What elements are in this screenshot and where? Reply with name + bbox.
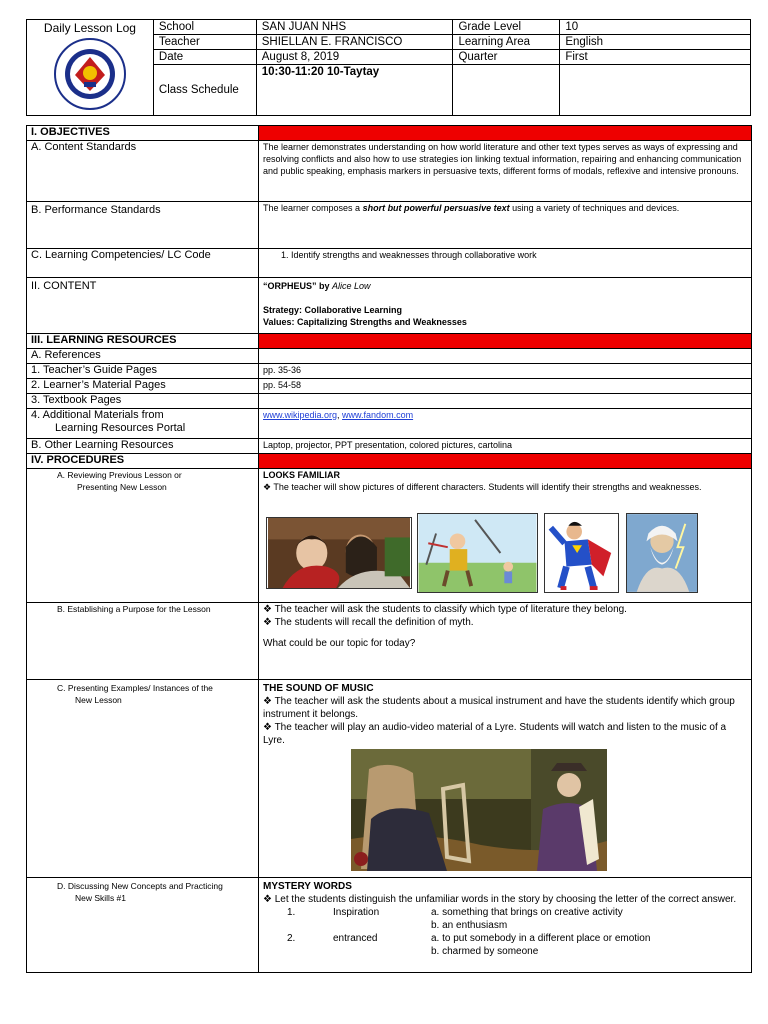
vocab-item-2-num: 2. — [287, 933, 296, 944]
grade-label: Grade Level — [453, 20, 560, 35]
procedure-c-label-line2: New Lesson — [75, 695, 122, 705]
vocab-item-2-choice-b: b. charmed by someone — [431, 946, 539, 957]
procedure-d-label — [27, 878, 259, 973]
procedure-a-label-line2: Presenting New Lesson — [77, 482, 167, 492]
performance-standards-text — [259, 202, 752, 249]
quarter-label: Quarter — [453, 50, 560, 65]
vocab-item-1 — [263, 906, 747, 919]
content-cell — [259, 278, 752, 334]
schedule-label: Class Schedule — [153, 65, 256, 116]
content-standards-text: The learner demonstrates understanding on how world literature and other text types serves as ways of expressing and resolving conflicts and also how to use strategies ion linking textual information, repairing and enhancing communication and public speaking, emphasis markers in persuasive texts, different forms of modals, reflexive and intensive pronouns. — [259, 141, 752, 202]
textbook-pages-value — [259, 394, 752, 409]
vocab-item-1-word: Inspiration — [333, 907, 380, 918]
performance-standards-label: B. Performance Standards — [27, 202, 259, 249]
resources-heading: III. LEARNING RESOURCES — [27, 334, 259, 349]
other-resources-value: Laptop, projector, PPT presentation, colored pictures, cartolina — [259, 439, 752, 454]
procedure-d-text: ❖ Let the students distinguish the unfamiliar words in the story by choosing the letter of the correct answer. — [263, 894, 737, 905]
lyre-players-video-image — [351, 749, 607, 871]
procedure-d-title: MYSTERY WORDS — [263, 881, 352, 892]
lm-pages-value: pp. 54-58 — [259, 379, 752, 394]
procedure-a-text: ❖ The teacher will show pictures of different characters. Students will identify their strengths and weaknesses. — [263, 482, 702, 492]
resources-red-bar — [259, 334, 752, 349]
procedure-b-question: What could be our topic for today? — [263, 638, 416, 649]
content-strategy: Strategy: Collaborative Learning — [263, 305, 403, 315]
vocab-item-1-b-row — [263, 919, 747, 932]
lesson-table — [26, 125, 752, 973]
references-label: A. References — [27, 349, 259, 364]
empty-label-cell — [453, 65, 560, 116]
lm-pages-label: 2. Learner’s Material Pages — [27, 379, 259, 394]
romance-painting-image — [266, 517, 412, 589]
vocab-item-2-b-row — [263, 945, 747, 958]
additional-label-line2: Learning Resources Portal — [55, 422, 186, 434]
teacher-value: SHIELLAN E. FRANCISCO — [256, 35, 453, 50]
grade-value: 10 — [560, 20, 751, 35]
procedure-b-label: B. Establishing a Purpose for the Lesson — [27, 603, 259, 680]
area-value: English — [560, 35, 751, 50]
content-standards-label: A. Content Standards — [27, 141, 259, 202]
procedure-c-label-line1: C. Presenting Examples/ Instances of the — [57, 683, 213, 693]
area-label: Learning Area — [453, 35, 560, 50]
procedure-a-label-line1: A. Reviewing Previous Lesson or — [57, 470, 182, 480]
procedure-a-title: LOOKS FAMILIAR — [263, 470, 340, 480]
teacher-label: Teacher — [153, 35, 256, 50]
references-value — [259, 349, 752, 364]
competencies-label: C. Learning Competencies/ LC Code — [27, 249, 259, 278]
date-value: August 8, 2019 — [256, 50, 453, 65]
tg-pages-label: 1. Teacher’s Guide Pages — [27, 364, 259, 379]
performance-pre: The learner composes a — [263, 203, 363, 213]
link-separator: , — [337, 410, 343, 420]
procedure-c-line2: ❖ The teacher will play an audio-video material of a Lyre. Students will watch and listen to the music of a Lyre. — [263, 722, 727, 746]
content-values: Values: Capitalizing Strengths and Weaknesses — [263, 317, 467, 327]
procedure-c-line1: ❖ The teacher will ask the students about a musical instrument and have the students identify which group instrument it belongs. — [263, 696, 735, 720]
procedure-b-line2: ❖ The students will recall the definition of myth. — [263, 617, 474, 628]
competencies-text: 1. Identify strengths and weaknesses through collaborative work — [259, 249, 752, 278]
schedule-value: 10:30-11:20 10-Taytay — [256, 65, 453, 116]
vocab-item-2 — [263, 932, 747, 945]
tg-pages-value: pp. 35-36 — [259, 364, 752, 379]
content-title: “ORPHEUS” by — [263, 281, 333, 291]
content-label: II. CONTENT — [27, 278, 259, 334]
date-label: Date — [153, 50, 256, 65]
header-table — [26, 19, 751, 116]
procedure-c-label — [27, 680, 259, 878]
procedure-a-cell — [259, 469, 752, 603]
objectives-red-bar — [259, 126, 752, 141]
procedures-heading: IV. PROCEDURES — [27, 454, 259, 469]
procedure-c-cell — [259, 680, 752, 878]
procedure-a-label — [27, 469, 259, 603]
vocab-item-1-choice-a: a. something that brings on creative activity — [431, 907, 623, 918]
vocab-item-2-word: entranced — [333, 933, 378, 944]
procedure-d-cell — [259, 878, 752, 973]
additional-label-line1: 4. Additional Materials from — [31, 409, 164, 421]
fandom-link[interactable]: www.fandom.com — [342, 410, 414, 420]
procedure-b-line1: ❖ The teacher will ask the students to classify which type of literature they belong. — [263, 604, 627, 615]
performance-post: using a variety of techniques and devices. — [509, 203, 680, 213]
procedure-d-label-line2: New Skills #1 — [75, 893, 127, 903]
procedure-d-label-line1: D. Discussing New Concepts and Practicing — [57, 881, 223, 891]
vocab-item-2-choice-a: a. to put somebody in a different place or emotion — [431, 933, 651, 944]
wikipedia-link[interactable]: www.wikipedia.org — [263, 410, 338, 420]
procedure-b-cell — [259, 603, 752, 680]
david-goliath-cartoon-image — [417, 513, 538, 593]
additional-materials-links — [259, 409, 752, 439]
procedures-red-bar — [259, 454, 752, 469]
objectives-heading: I. OBJECTIVES — [27, 126, 259, 141]
school-label: School — [153, 20, 256, 35]
content-author: Alice Low — [332, 281, 371, 291]
additional-materials-label — [27, 409, 259, 439]
empty-value-cell — [560, 65, 751, 116]
deped-seal-icon — [53, 37, 127, 111]
other-resources-label: B. Other Learning Resources — [27, 439, 259, 454]
vocab-item-1-num: 1. — [287, 907, 296, 918]
textbook-pages-label: 3. Textbook Pages — [27, 394, 259, 409]
procedure-c-title: THE SOUND OF MUSIC — [263, 683, 374, 694]
zeus-image — [626, 513, 698, 593]
superman-image — [544, 513, 619, 593]
title-logo-cell — [27, 20, 154, 116]
log-title: Daily Lesson Log — [43, 21, 136, 35]
performance-emphasis: short but powerful persuasive text — [362, 203, 510, 213]
school-value: SAN JUAN NHS — [256, 20, 453, 35]
quarter-value: First — [560, 50, 751, 65]
vocab-item-1-choice-b: b. an enthusiasm — [431, 920, 508, 931]
